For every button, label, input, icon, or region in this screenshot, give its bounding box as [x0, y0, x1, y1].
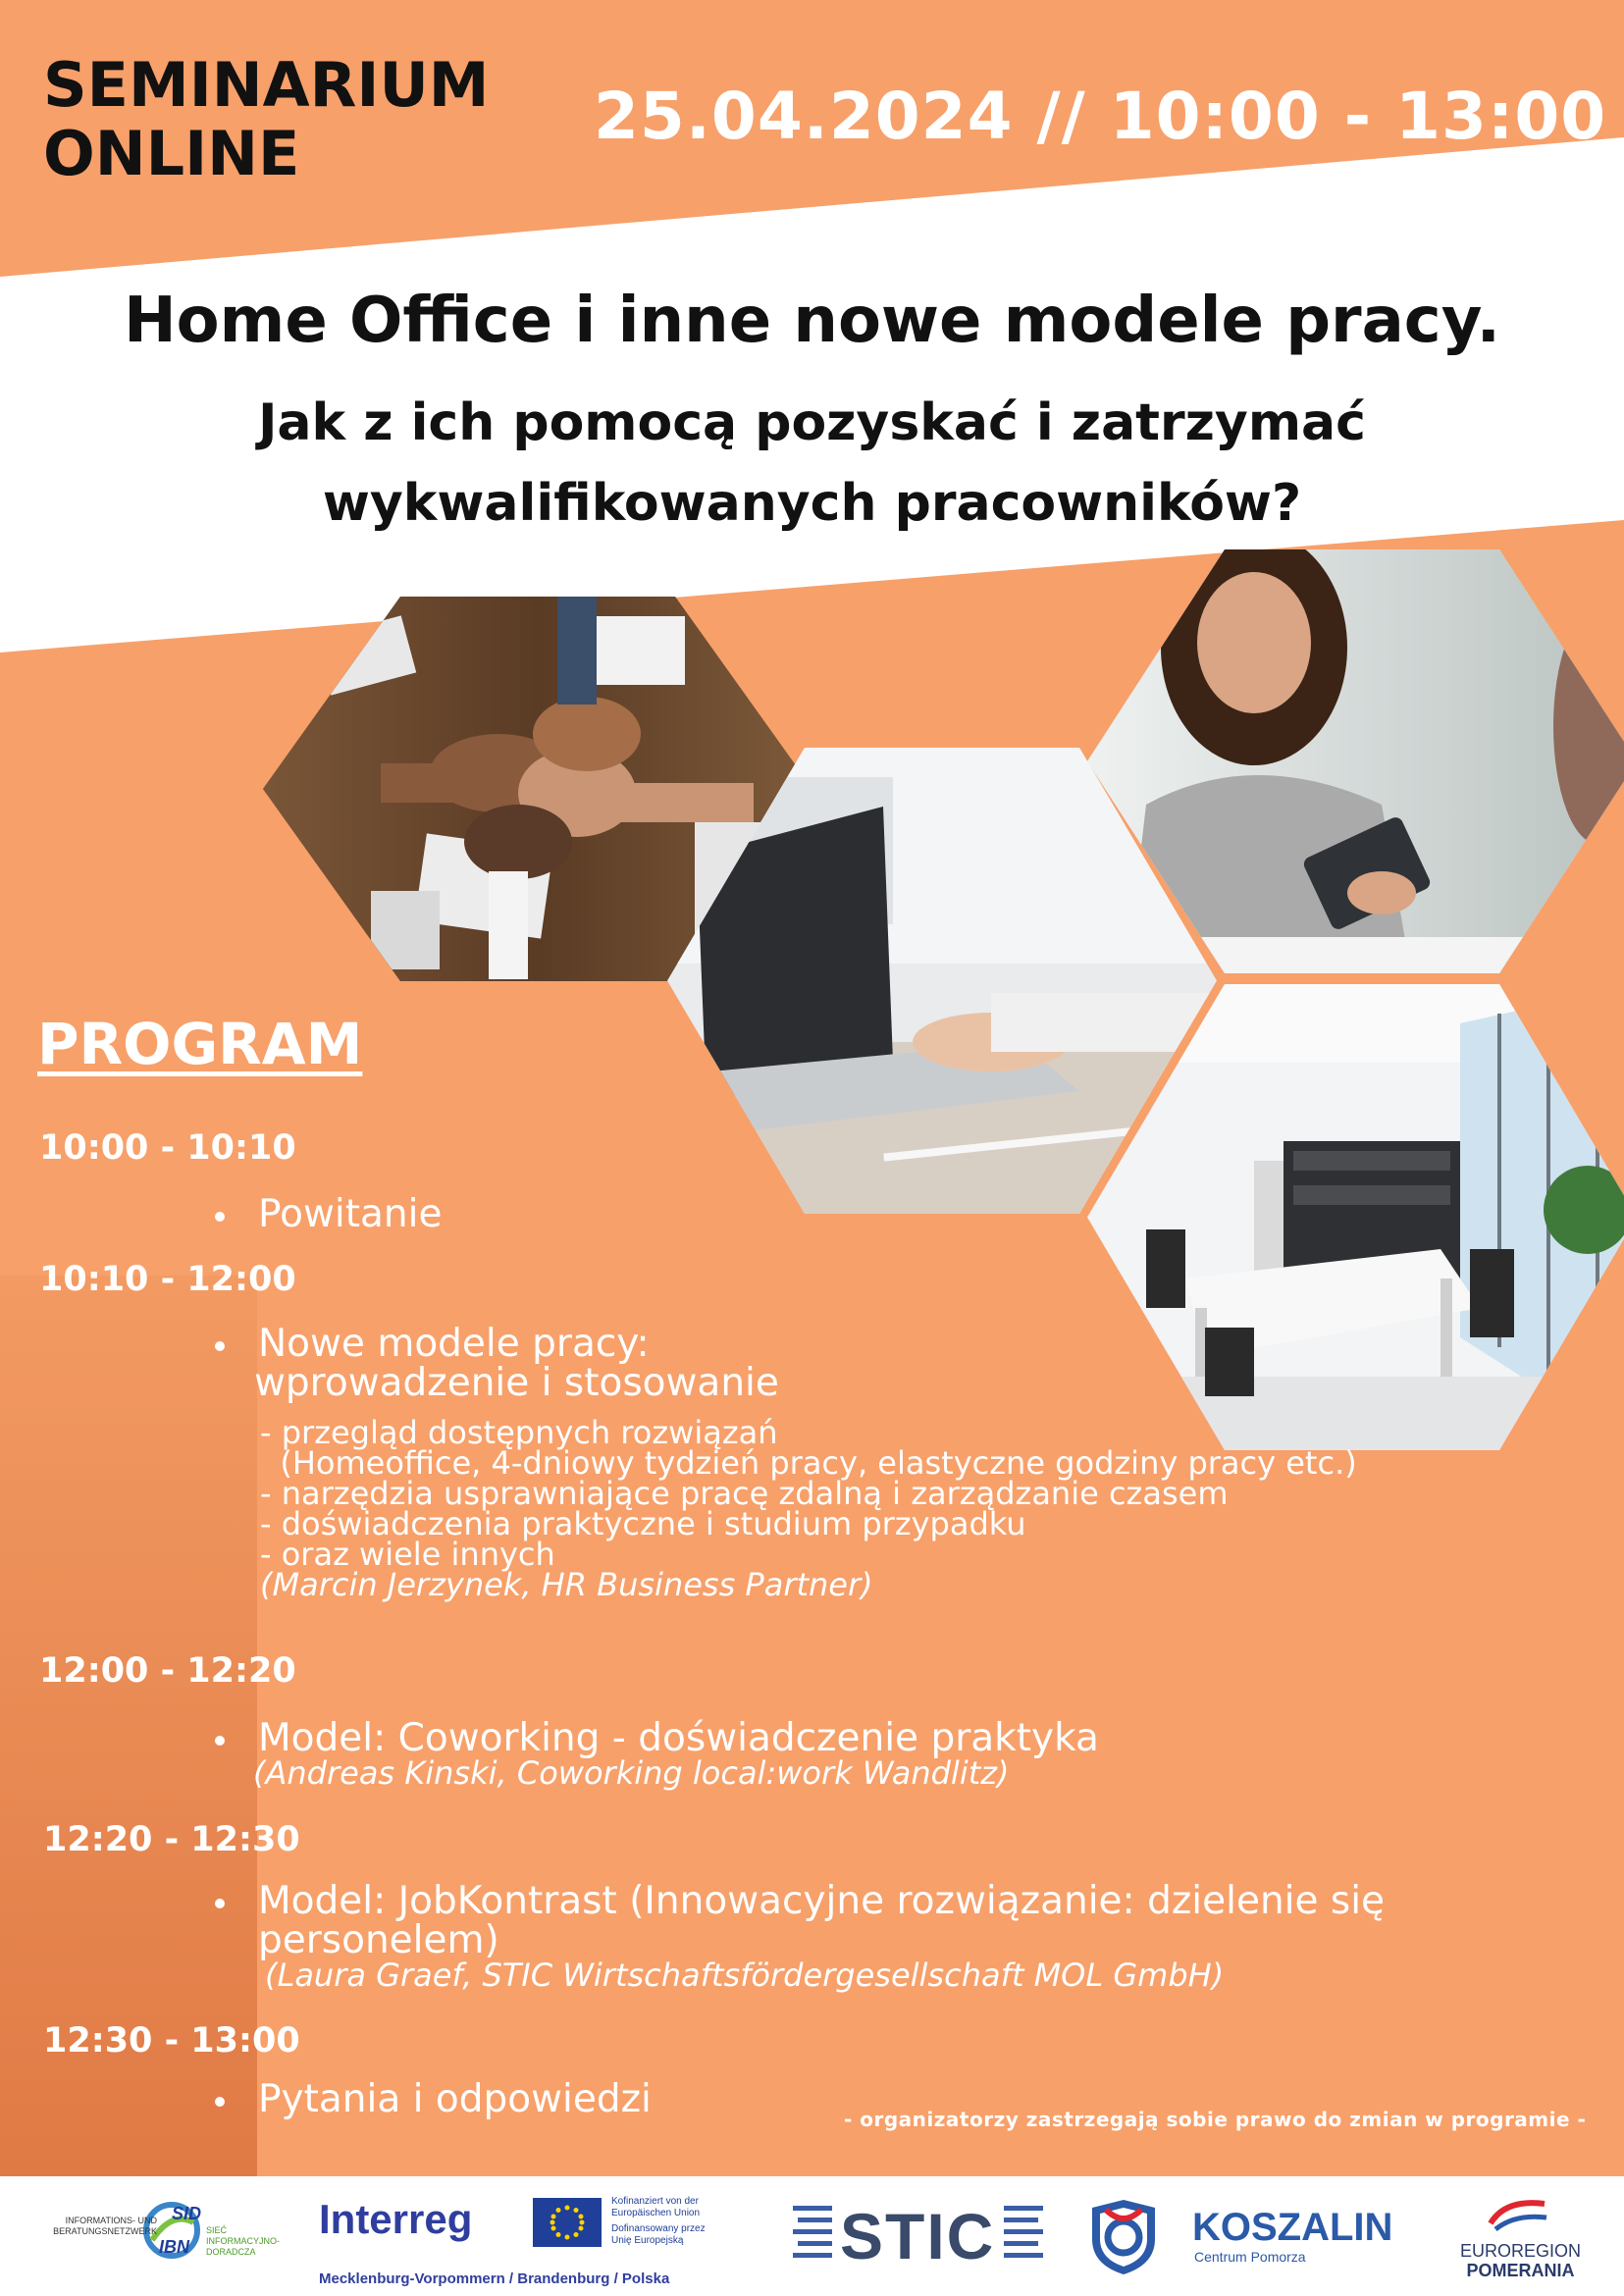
slot-time: 12:00 - 12:20 — [39, 1651, 296, 1691]
stic-lines-right-icon — [1004, 2201, 1043, 2270]
seminar-label: SEMINARIUM ONLINE — [43, 49, 490, 189]
speaker: (Marcin Jerzynek, HR Business Partner) — [260, 1566, 873, 1603]
ibn-sid-logo: INFORMATIONS- UND BERATUNGSNETZWERK IBN SID SIEĆ INFORMACYJNO- DORADCZA — [49, 2196, 294, 2274]
footer-logos — [0, 2176, 1624, 2296]
slot-item: Nowe modele pracy: wprowadzenie i stosowanie — [258, 1325, 779, 1403]
slot-details: - przegląd dostępnych rozwiązań (Homeoffice, 4-dniowy tydzień pracy, elastyczne godziny pracy etc.) - narzędzia usprawniające pracę zdalną i zarządzanie czasem - doświadczenia praktyczne i studium przypadku - oraz wiele innych (Marcin Jerzynek, HR Business Partner) — [260, 1414, 1357, 1603]
bullet-icon — [215, 1736, 225, 1746]
slot-item: Pytania i odpowiedzi — [258, 2080, 652, 2119]
slot-time: 12:30 - 13:00 — [43, 2021, 300, 2061]
disclaimer: - organizatorzy zastrzegają sobie prawo do zmian w programie - — [844, 2108, 1587, 2131]
bullet-icon — [215, 1212, 225, 1222]
slot-time: 10:10 - 12:00 — [39, 1260, 296, 1299]
speaker: (Laura Graef, STIC Wirtschaftsfördergesellschaft MOL GmbH) — [265, 1957, 1225, 1994]
eu-flag-icon — [533, 2198, 602, 2247]
page-title: Home Office i inne nowe modele pracy. — [124, 285, 1500, 357]
koszalin-crest-icon — [1084, 2198, 1163, 2276]
stic-lines-left-icon — [793, 2201, 832, 2270]
date-time: 25.04.2024 // 10:00 - 13:00 — [594, 78, 1607, 154]
stic-logo: STIC — [793, 2201, 1048, 2279]
slot-item: Powitanie — [258, 1195, 442, 1234]
page-subtitle: Jak z ich pomocą pozyskać i zatrzymać wykwalifikowanych pracowników? — [258, 393, 1366, 533]
bullet-icon — [215, 1899, 225, 1908]
interreg-logo: Interreg Kofinanziert von der Europäischen Union Dofinansowany przez Unię Europejską Mecklenburg-Vorpommern / Brandenburg / Polska — [319, 2196, 706, 2287]
speaker: (Andreas Kinski, Coworking local:work Wandlitz) — [253, 1754, 1010, 1792]
slot-time: 12:20 - 12:30 — [43, 1820, 300, 1859]
bullet-icon — [215, 2097, 225, 2107]
slot-time: 10:00 - 10:10 — [39, 1128, 296, 1168]
euroregion-pomerania-logo: EUROREGION POMERANIA — [1435, 2194, 1611, 2287]
koszalin-logo: KOSZALIN Centrum Pomorza — [1084, 2198, 1418, 2281]
pomerania-wave-icon — [1486, 2194, 1554, 2233]
slot-item: Model: Coworking - doświadczenie praktyka — [258, 1719, 1099, 1758]
program-heading: PROGRAM — [37, 1011, 363, 1077]
slot-item: Model: JobKontrast (Innowacyjne rozwiązanie: dzielenie się personelem) — [258, 1882, 1385, 1960]
bullet-icon — [215, 1341, 225, 1351]
